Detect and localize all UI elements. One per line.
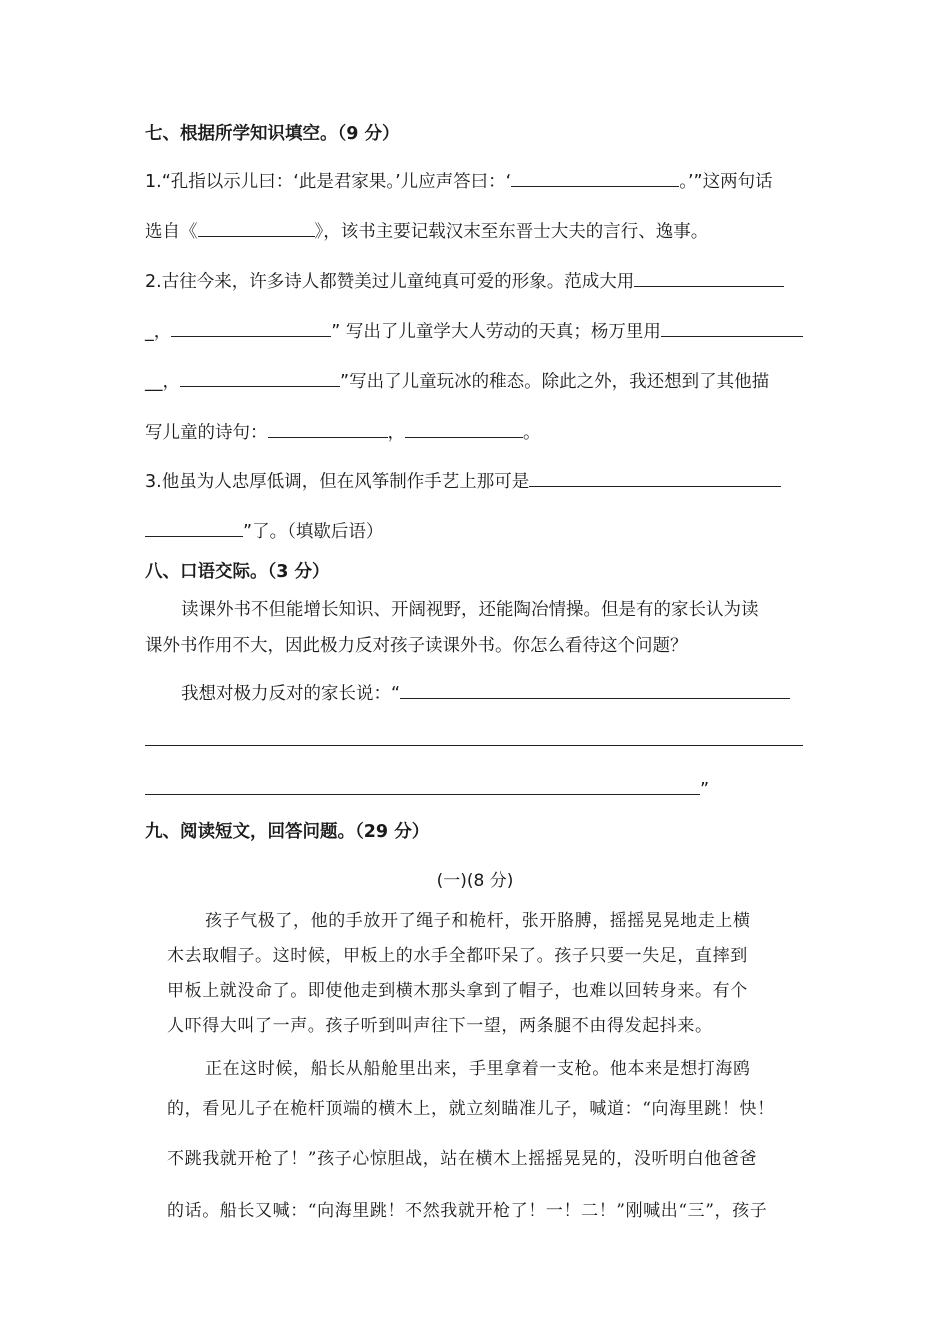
question-7-1-line-2: [145, 218, 708, 244]
poem-blank-1a[interactable]: [634, 268, 784, 287]
poem-blank-2b[interactable]: [180, 368, 340, 387]
answer-blank-line-1[interactable]: [400, 680, 790, 699]
question-text: ，: [387, 423, 405, 443]
question-7-3-line-1: [145, 468, 781, 494]
question-text: ”写出了儿童玩冰的稚态。除此之外，我还想到了其他描: [340, 372, 770, 392]
reading-line-8: 的话。船长又喊：“向海里跳！不然我就开枪了！一！二！”刚喊出“三”，孩子: [167, 1201, 768, 1221]
poem-blank-1b[interactable]: [171, 318, 331, 337]
question-text: __，: [145, 372, 180, 392]
question-7-2-line-1: [145, 268, 784, 294]
reading-part-title: (一)(8 分): [436, 871, 514, 891]
reading-line-3: 甲板上就没命了。即使他走到横木那头拿到了帽子，也难以回转身来。有个: [167, 981, 748, 1001]
reading-line-4: 人吓得大叫了一声。孩子听到叫声往下一望，两条腿不由得发起抖来。: [167, 1016, 713, 1036]
question-text: 写儿童的诗句：: [145, 423, 268, 443]
question-text: 》，该书主要记载汉末至东晋士大夫的言行、逸事。: [314, 222, 709, 242]
reading-line-7: 不跳我就开枪了！”孩子心惊胆战，站在横木上摇摇晃晃的，没听明白他爸爸: [167, 1149, 758, 1169]
question-text: ”了。（填歇后语）: [243, 522, 384, 542]
answer-blank-line-2[interactable]: [145, 745, 803, 746]
answer-blank[interactable]: [511, 168, 679, 187]
question-text: 。: [523, 423, 541, 443]
poem-blank-2a[interactable]: [661, 318, 803, 337]
question-7-2-line-3: [145, 368, 769, 394]
section-7-heading: 七、根据所学知识填空。（9 分）: [145, 124, 400, 144]
answer-prompt: 我想对极力反对的家长说：“: [181, 684, 401, 704]
section-8-paragraph-line-2: 课外书作用不大，因此极力反对孩子读课外书。你怎么看待这个问题？: [145, 636, 688, 656]
poem-blank-3a[interactable]: [268, 419, 388, 438]
section-8-heading: 八、口语交际。（3 分）: [145, 562, 330, 582]
question-7-2-line-4: [145, 419, 541, 445]
section-9-heading: 九、阅读短文，回答问题。（29 分）: [145, 822, 430, 842]
reading-line-6: 的，看见儿子在桅杆顶端的横木上，就立刻瞄准儿子，喊道：“向海里跳！快！: [167, 1099, 775, 1119]
question-7-3-line-2: [145, 518, 383, 544]
question-7-1-line-1: [145, 168, 773, 194]
answer-blank-line-3[interactable]: [145, 776, 700, 795]
book-title-blank[interactable]: [198, 218, 315, 237]
poem-blank-3b[interactable]: [405, 419, 523, 438]
reading-line-2: 木去取帽子。这时候，甲板上的水手全都吓呆了。孩子只要一失足，直摔到: [167, 946, 748, 966]
question-text: 3.他虽为人忠厚低调，但在风筝制作手艺上那可是: [145, 472, 530, 492]
question-text: _，: [145, 322, 172, 342]
section-8-paragraph-line-1: 读课外书不但能增长知识、开阔视野，还能陶冶情操。但是有的家长认为读: [181, 600, 759, 620]
question-7-2-line-2: [145, 318, 803, 344]
closing-quote: ”: [700, 780, 710, 800]
question-text: 。’”这两句话: [679, 172, 773, 192]
question-text: 2.古往今来，许多诗人都赞美过儿童纯真可爱的形象。范成大用: [145, 272, 635, 292]
answer-prompt-line: [181, 680, 790, 706]
question-text: 选自《: [145, 222, 198, 242]
answer-final-line: [145, 776, 709, 802]
reading-line-5: 正在这时候，船长从船舱里出来，手里拿着一支枪。他本来是想打海鸥: [205, 1059, 751, 1079]
question-text: 1.“孔指以示儿曰：‘此是君家果。’儿应声答曰：‘: [145, 172, 512, 192]
idiom-blank-b[interactable]: [145, 518, 243, 537]
question-text: ” 写出了儿童学大人劳动的天真；杨万里用: [331, 322, 661, 342]
idiom-blank-a[interactable]: [529, 468, 781, 487]
reading-line-1: 孩子气极了，他的手放开了绳子和桅杆，张开胳膊，摇摇晃晃地走上横: [205, 911, 751, 931]
